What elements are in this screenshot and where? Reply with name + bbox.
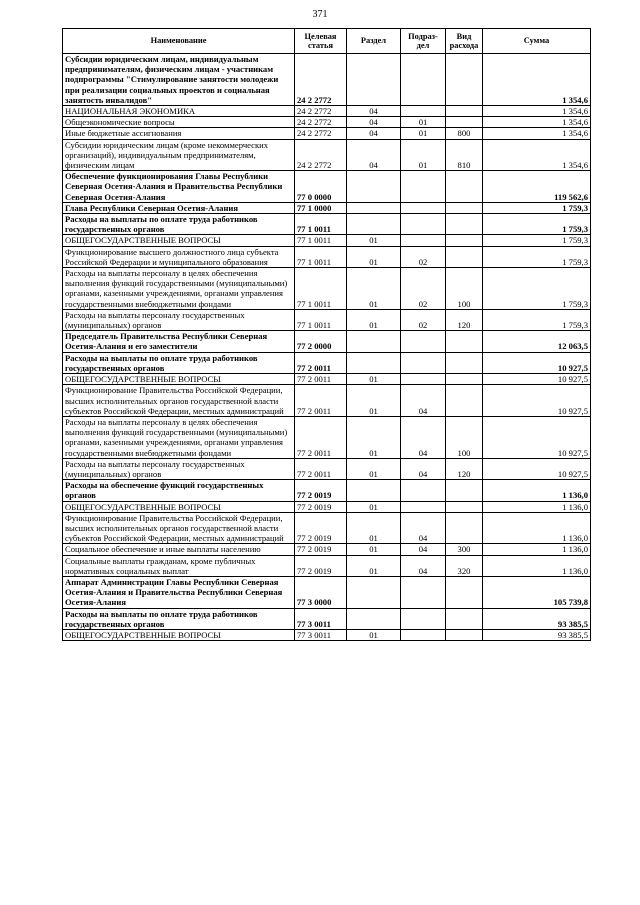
table-row xyxy=(63,331,591,352)
cell-name: Расходы на обеспечение функций государственных органов xyxy=(63,480,295,501)
cell-section xyxy=(347,54,401,106)
cell-expense-type xyxy=(446,374,483,385)
cell-name: ОБЩЕГОСУДАРСТВЕННЫЕ ВОПРОСЫ xyxy=(63,629,295,640)
table-row xyxy=(63,608,591,629)
cell-expense-type xyxy=(446,171,483,203)
cell-section: 01 xyxy=(347,501,401,512)
cell-section: 04 xyxy=(347,139,401,171)
table-row xyxy=(63,106,591,117)
cell-name: Расходы на выплаты персоналу государственных (муниципальных) органов xyxy=(63,309,295,330)
cell-section xyxy=(347,608,401,629)
cell-target-article: 77 2 0019 xyxy=(295,480,347,501)
table-row xyxy=(63,202,591,213)
cell-subsection: 04 xyxy=(401,385,446,417)
cell-expense-type: 810 xyxy=(446,139,483,171)
cell-target-article: 77 2 0011 xyxy=(295,374,347,385)
page-number: 371 xyxy=(312,9,328,20)
header-name: Наименование xyxy=(63,29,295,54)
cell-section: 01 xyxy=(347,309,401,330)
cell-name: Социальные выплаты гражданам, кроме публичных нормативных социальных выплат xyxy=(63,555,295,576)
cell-subsection xyxy=(401,202,446,213)
cell-section: 01 xyxy=(347,555,401,576)
cell-subsection xyxy=(401,352,446,373)
cell-expense-type xyxy=(446,106,483,117)
cell-expense-type xyxy=(446,246,483,267)
table-row xyxy=(63,458,591,479)
cell-name: Субсидии юридическим лицам, индивидуальным предпринимателям, физическим лицам - участникам подпрограммы "Стимулирование занятости молодежи при реализации социальных проектов и социальная занятость инвалидов" xyxy=(63,54,295,106)
table-header-row xyxy=(63,29,591,54)
cell-section: 01 xyxy=(347,416,401,458)
cell-expense-type xyxy=(446,117,483,128)
cell-target-article: 24 2 2772 xyxy=(295,128,347,139)
cell-subsection xyxy=(401,171,446,203)
cell-subsection xyxy=(401,54,446,106)
cell-name: ОБЩЕГОСУДАРСТВЕННЫЕ ВОПРОСЫ xyxy=(63,235,295,246)
cell-name: Расходы на выплаты персоналу в целях обеспечения выполнения функций государственными (муниципальными) органами, казенными учреждениями, органами управления государственными внебюджетными фондами xyxy=(63,416,295,458)
cell-subsection xyxy=(401,576,446,608)
cell-sum: 93 385,5 xyxy=(483,608,591,629)
cell-expense-type xyxy=(446,331,483,352)
cell-target-article: 77 2 0011 xyxy=(295,416,347,458)
cell-sum: 1 759,3 xyxy=(483,235,591,246)
cell-target-article: 24 2 2772 xyxy=(295,139,347,171)
cell-section xyxy=(347,331,401,352)
cell-target-article: 77 3 0000 xyxy=(295,576,347,608)
cell-subsection xyxy=(401,331,446,352)
cell-name: Функционирование Правительства Российской Федерации, высших исполнительных органов государственной власти субъектов Российской Федерации, местных администраций xyxy=(63,385,295,417)
cell-sum: 1 354,6 xyxy=(483,54,591,106)
table-row xyxy=(63,309,591,330)
table-row xyxy=(63,555,591,576)
cell-name: Иные бюджетные ассигнования xyxy=(63,128,295,139)
cell-expense-type: 100 xyxy=(446,268,483,310)
cell-subsection xyxy=(401,235,446,246)
cell-section: 04 xyxy=(347,128,401,139)
cell-name: Функционирование высшего должностного лица субъекта Российской Федерации и муниципального образования xyxy=(63,246,295,267)
cell-subsection xyxy=(401,629,446,640)
cell-section xyxy=(347,214,401,235)
cell-expense-type xyxy=(446,501,483,512)
table-row xyxy=(63,416,591,458)
cell-section: 01 xyxy=(347,374,401,385)
cell-target-article: 77 1 0011 xyxy=(295,309,347,330)
header-expense-type: Вид расхода xyxy=(446,29,483,54)
cell-subsection: 04 xyxy=(401,512,446,544)
cell-subsection xyxy=(401,480,446,501)
cell-expense-type xyxy=(446,54,483,106)
cell-subsection: 02 xyxy=(401,246,446,267)
cell-name: Расходы на выплаты персоналу в целях обеспечения выполнения функций государственными (муниципальными) органами, казенными учреждениями, органами управления государственными внебюджетными фондами xyxy=(63,268,295,310)
table-body xyxy=(63,54,591,641)
table-row xyxy=(63,352,591,373)
table-row xyxy=(63,268,591,310)
cell-name: Обеспечение функционирования Главы Республики Северная Осетия-Алания и Правительства Республики Северная Осетия-Алания xyxy=(63,171,295,203)
cell-expense-type: 120 xyxy=(446,309,483,330)
cell-subsection xyxy=(401,214,446,235)
cell-sum: 1 759,3 xyxy=(483,268,591,310)
table-row xyxy=(63,235,591,246)
cell-sum: 10 927,5 xyxy=(483,385,591,417)
cell-expense-type: 320 xyxy=(446,555,483,576)
cell-expense-type xyxy=(446,576,483,608)
cell-target-article: 24 2 2772 xyxy=(295,54,347,106)
cell-expense-type xyxy=(446,480,483,501)
cell-expense-type xyxy=(446,235,483,246)
cell-name: НАЦИОНАЛЬНАЯ ЭКОНОМИКА xyxy=(63,106,295,117)
cell-target-article: 77 1 0011 xyxy=(295,214,347,235)
cell-section xyxy=(347,202,401,213)
cell-subsection xyxy=(401,374,446,385)
cell-target-article: 24 2 2772 xyxy=(295,106,347,117)
cell-name: Председатель Правительства Республики Северная Осетия-Алания и его заместители xyxy=(63,331,295,352)
cell-target-article: 77 2 0011 xyxy=(295,385,347,417)
cell-target-article: 77 2 0011 xyxy=(295,458,347,479)
table-row xyxy=(63,480,591,501)
cell-subsection xyxy=(401,106,446,117)
table-row xyxy=(63,117,591,128)
cell-sum: 1 136,0 xyxy=(483,480,591,501)
cell-sum: 1 136,0 xyxy=(483,512,591,544)
table-row xyxy=(63,576,591,608)
cell-sum: 1 759,3 xyxy=(483,214,591,235)
table-row xyxy=(63,171,591,203)
cell-target-article: 77 2 0019 xyxy=(295,544,347,555)
cell-name: Аппарат Администрации Главы Республики Северная Осетия-Алания и Правительства Республики Северная Осетия-Алания xyxy=(63,576,295,608)
cell-section: 04 xyxy=(347,106,401,117)
cell-target-article: 77 1 0011 xyxy=(295,268,347,310)
cell-name: ОБЩЕГОСУДАРСТВЕННЫЕ ВОПРОСЫ xyxy=(63,501,295,512)
cell-name: Субсидии юридическим лицам (кроме некоммерческих организаций), индивидуальным предпринимателям, физическим лицам xyxy=(63,139,295,171)
cell-name: Расходы на выплаты по оплате труда работников государственных органов xyxy=(63,214,295,235)
cell-subsection: 01 xyxy=(401,128,446,139)
cell-name: Глава Республики Северная Осетия-Алания xyxy=(63,202,295,213)
cell-section: 01 xyxy=(347,246,401,267)
table-row xyxy=(63,512,591,544)
cell-expense-type xyxy=(446,385,483,417)
cell-expense-type xyxy=(446,629,483,640)
cell-sum: 93 385,5 xyxy=(483,629,591,640)
cell-name: ОБЩЕГОСУДАРСТВЕННЫЕ ВОПРОСЫ xyxy=(63,374,295,385)
cell-section: 01 xyxy=(347,268,401,310)
cell-sum: 1 354,6 xyxy=(483,117,591,128)
cell-name: Расходы на выплаты по оплате труда работников государственных органов xyxy=(63,608,295,629)
cell-subsection: 02 xyxy=(401,268,446,310)
cell-sum: 10 927,5 xyxy=(483,352,591,373)
cell-target-article: 77 1 0011 xyxy=(295,246,347,267)
table-row xyxy=(63,139,591,171)
cell-target-article: 77 2 0019 xyxy=(295,555,347,576)
cell-sum: 105 739,8 xyxy=(483,576,591,608)
cell-section: 01 xyxy=(347,385,401,417)
header-sum: Сумма xyxy=(483,29,591,54)
table-row xyxy=(63,385,591,417)
cell-section: 01 xyxy=(347,512,401,544)
cell-sum: 10 927,5 xyxy=(483,374,591,385)
header-subsection: Подраз-дел xyxy=(401,29,446,54)
cell-expense-type: 300 xyxy=(446,544,483,555)
cell-target-article: 77 2 0019 xyxy=(295,512,347,544)
header-section: Раздел xyxy=(347,29,401,54)
table-row xyxy=(63,544,591,555)
cell-expense-type xyxy=(446,608,483,629)
cell-section xyxy=(347,480,401,501)
cell-subsection xyxy=(401,501,446,512)
cell-section: 01 xyxy=(347,629,401,640)
cell-sum: 119 562,6 xyxy=(483,171,591,203)
cell-section xyxy=(347,576,401,608)
cell-expense-type: 800 xyxy=(446,128,483,139)
cell-target-article: 77 3 0011 xyxy=(295,608,347,629)
cell-section xyxy=(347,352,401,373)
cell-section: 01 xyxy=(347,458,401,479)
cell-target-article: 77 3 0011 xyxy=(295,629,347,640)
cell-expense-type xyxy=(446,202,483,213)
header-target-article: Целевая статья xyxy=(295,29,347,54)
table-row xyxy=(63,54,591,106)
cell-sum: 1 136,0 xyxy=(483,555,591,576)
cell-sum: 1 354,6 xyxy=(483,106,591,117)
cell-sum: 1 759,3 xyxy=(483,309,591,330)
cell-expense-type: 120 xyxy=(446,458,483,479)
cell-expense-type xyxy=(446,512,483,544)
cell-target-article: 77 1 0000 xyxy=(295,202,347,213)
table-row xyxy=(63,374,591,385)
cell-subsection: 01 xyxy=(401,139,446,171)
cell-subsection: 04 xyxy=(401,555,446,576)
cell-expense-type xyxy=(446,352,483,373)
cell-sum: 10 927,5 xyxy=(483,416,591,458)
cell-sum: 1 354,6 xyxy=(483,139,591,171)
cell-name: Общеэкономические вопросы xyxy=(63,117,295,128)
cell-target-article: 24 2 2772 xyxy=(295,117,347,128)
cell-subsection: 01 xyxy=(401,117,446,128)
cell-subsection: 04 xyxy=(401,458,446,479)
cell-subsection xyxy=(401,608,446,629)
cell-name: Расходы на выплаты по оплате труда работников государственных органов xyxy=(63,352,295,373)
cell-subsection: 04 xyxy=(401,544,446,555)
table-row xyxy=(63,128,591,139)
table-row xyxy=(63,501,591,512)
cell-section: 04 xyxy=(347,117,401,128)
cell-name: Функционирование Правительства Российской Федерации, высших исполнительных органов государственной власти субъектов Российской Федерации, местных администраций xyxy=(63,512,295,544)
cell-sum: 10 927,5 xyxy=(483,458,591,479)
cell-expense-type: 100 xyxy=(446,416,483,458)
cell-name: Социальное обеспечение и иные выплаты населению xyxy=(63,544,295,555)
cell-sum: 1 759,3 xyxy=(483,202,591,213)
cell-target-article: 77 2 0000 xyxy=(295,331,347,352)
cell-sum: 12 063,5 xyxy=(483,331,591,352)
cell-section: 01 xyxy=(347,544,401,555)
cell-name: Расходы на выплаты персоналу государственных (муниципальных) органов xyxy=(63,458,295,479)
cell-expense-type xyxy=(446,214,483,235)
cell-sum: 1 136,0 xyxy=(483,501,591,512)
cell-section xyxy=(347,171,401,203)
table-row xyxy=(63,246,591,267)
cell-subsection: 04 xyxy=(401,416,446,458)
cell-target-article: 77 1 0011 xyxy=(295,235,347,246)
table-row xyxy=(63,629,591,640)
cell-target-article: 77 2 0011 xyxy=(295,352,347,373)
cell-target-article: 77 0 0000 xyxy=(295,171,347,203)
table-row xyxy=(63,214,591,235)
budget-table xyxy=(62,28,591,641)
cell-sum: 1 354,6 xyxy=(483,128,591,139)
cell-sum: 1 136,0 xyxy=(483,544,591,555)
cell-section: 01 xyxy=(347,235,401,246)
cell-sum: 1 759,3 xyxy=(483,246,591,267)
cell-target-article: 77 2 0019 xyxy=(295,501,347,512)
cell-subsection: 02 xyxy=(401,309,446,330)
